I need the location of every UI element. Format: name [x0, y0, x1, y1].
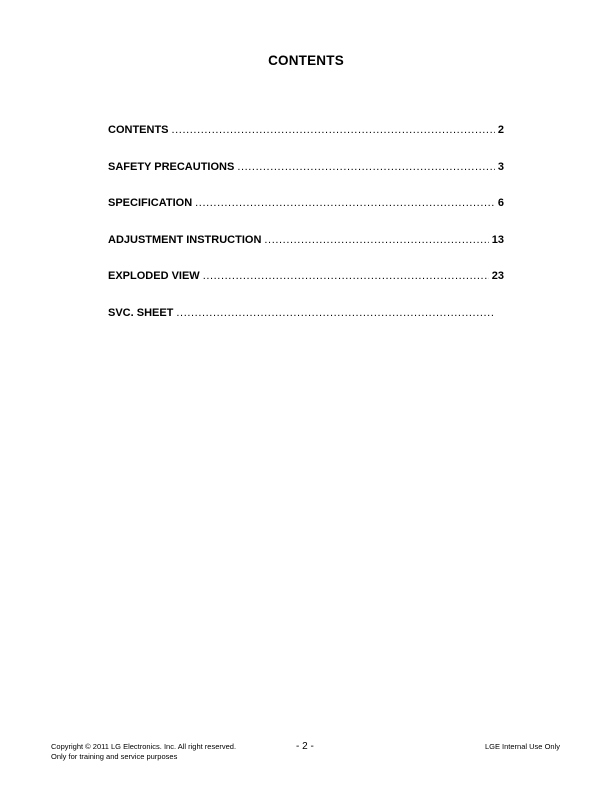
toc-dot-leader [195, 197, 495, 209]
toc-entry-label: EXPLODED VIEW [108, 270, 200, 282]
toc-dot-leader [172, 124, 495, 136]
toc-dot-leader [237, 161, 495, 173]
toc-entry-label: SPECIFICATION [108, 197, 193, 209]
toc-entry-safety-precautions[interactable] [108, 161, 504, 198]
toc-entry-contents[interactable] [108, 124, 504, 161]
toc-dot-leader [176, 307, 495, 319]
footer-training-note: Only for training and service purposes [51, 752, 178, 761]
toc-entry-page: 3 [497, 160, 504, 173]
toc-entry-exploded-view[interactable] [108, 270, 504, 307]
toc-entry-label: ADJUSTMENT INSTRUCTION [108, 233, 262, 246]
toc-dot-leader [203, 270, 489, 282]
page-title: CONTENTS [268, 53, 344, 68]
footer-copyright-block [51, 742, 236, 762]
toc-entry-svc-sheet[interactable] [108, 307, 504, 344]
toc-entry-label: SAFETY PRECAUTIONS [108, 160, 235, 173]
toc-entry-page: 6 [497, 197, 504, 209]
footer-page-number: - 2 - [296, 741, 314, 752]
toc-entry-label: SVC. SHEET [108, 306, 174, 319]
footer-internal-use: LGE Internal Use Only [484, 742, 560, 751]
toc-entry-adjustment-instruction[interactable] [108, 234, 504, 271]
footer-copyright: Copyright © 2011 LG Electronics. Inc. All right reserved. [51, 742, 237, 751]
toc-entry-specification[interactable] [108, 197, 504, 234]
toc-dot-leader [264, 234, 488, 246]
toc-entry-label: CONTENTS [108, 124, 169, 136]
toc-entry-page: 2 [497, 124, 504, 136]
toc-entry-page: 23 [491, 270, 504, 282]
toc-entry-page: 13 [491, 233, 504, 246]
table-of-contents [108, 124, 504, 343]
